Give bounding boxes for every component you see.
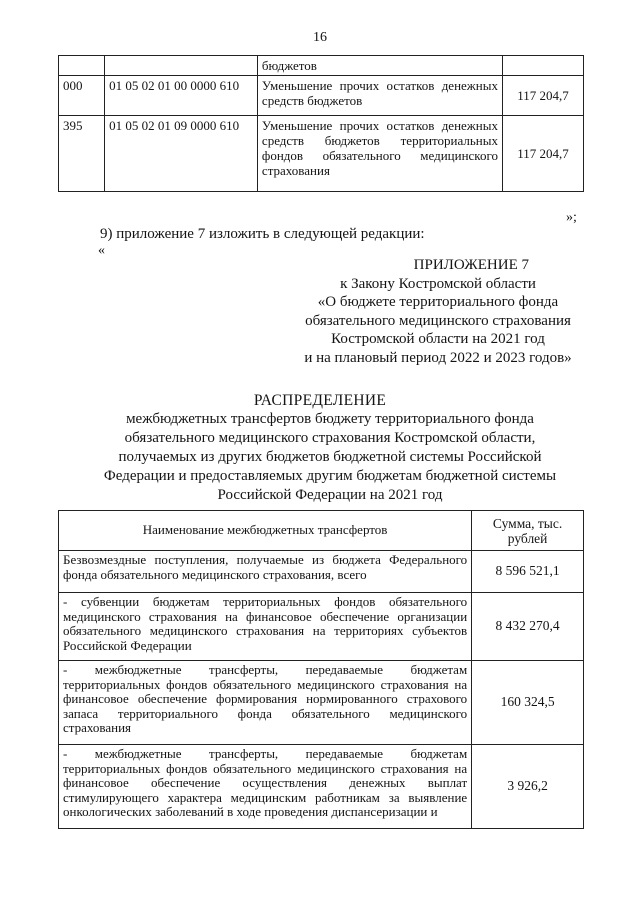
amount-cell: 117 204,7 [502,76,583,116]
table-row [59,56,584,76]
transfer-amount-cell: 8 596 521,1 [472,551,584,593]
table-row [59,593,584,661]
appendix-line: «О бюджете территориального фонда [317,294,559,310]
table-row [59,116,584,192]
table-header-row [59,511,584,551]
table-row [59,76,584,116]
name-cell: бюджетов [257,56,502,76]
kbk-cell: 01 05 02 01 00 0000 610 [105,76,258,116]
transfer-name-cell: - межбюджетные трансферты, передаваемые бюджетам территориальных фондов обязательного медицинского страхования на финансовое обеспечение осуществления денежных выплат стимулирующего характера медицинским работникам за выявление онкологических заболеваний в ходе проведения диспансеризации и [59,745,472,829]
transfer-amount-cell: 160 324,5 [472,661,584,745]
appendix-line: обязательного медицинского страхования [305,312,571,329]
amount-cell [502,56,583,76]
kbk-cell [105,56,258,76]
amount-cell: 117 204,7 [502,116,583,192]
code-cell [59,56,105,76]
table-row [59,745,584,829]
page-number: 16 [313,30,327,45]
appendix-line: и на плановый период 2022 и 2023 годов» [304,349,572,366]
appendix-header [290,256,586,367]
distribution-subtitle: межбюджетных трансфертов бюджету территориального фонда обязательного медицинского страхования Костромской области, получаемых из других бюджетов бюджетной системы Российской Федерации и предоставляемых другим бюджетам бюджетной системы Российской Федерации на 2021 год [103,411,557,503]
transfers-table [58,510,584,829]
amendment-item-9: 9) приложение 7 изложить в следующей редакции: [100,226,425,242]
transfer-name-cell: Безвозмездные поступления, получаемые из бюджета Федерального фонда обязательного медицинского страхования, всего [59,551,472,593]
appendix-line: к Закону Костромской области [340,275,536,292]
transfer-amount-cell: 3 926,2 [472,745,584,829]
budget-sources-table [58,55,584,192]
appendix-line: Костромской области на 2021 год [331,331,545,347]
transfer-name-cell: - субвенции бюджетам территориальных фондов обязательного медицинского страхования на финансовое обеспечение организации обязательного медицинского страхования на территориях субъектов Российской Федерации [59,593,472,661]
appendix-title: ПРИЛОЖЕНИЕ 7 [413,257,529,273]
table-row [59,661,584,745]
code-cell: 000 [59,76,105,116]
header-amount-cell: Сумма, тыс. рублей [472,511,584,551]
name-cell: Уменьшение прочих остатков денежных средств бюджетов [257,76,502,116]
header-name-cell: Наименование межбюджетных трансфертов [59,511,472,551]
kbk-cell: 01 05 02 01 09 0000 610 [105,116,258,192]
transfer-name-cell: - межбюджетные трансферты, передаваемые бюджетам территориальных фондов обязательного медицинского страхования на финансовое обеспечение формирования нормированного страхового запаса территориального фонда обязательного медицинского страхования [59,661,472,745]
table-row [59,551,584,593]
transfer-amount-cell: 8 432 270,4 [472,593,584,661]
name-cell: Уменьшение прочих остатков денежных средств бюджетов территориальных фондов обязательного медицинского страхования [257,116,502,192]
opening-quote: « [98,243,105,258]
code-cell: 395 [59,116,105,192]
distribution-title: РАСПРЕДЕЛЕНИЕ [253,392,387,409]
closing-quote: »; [566,210,577,225]
